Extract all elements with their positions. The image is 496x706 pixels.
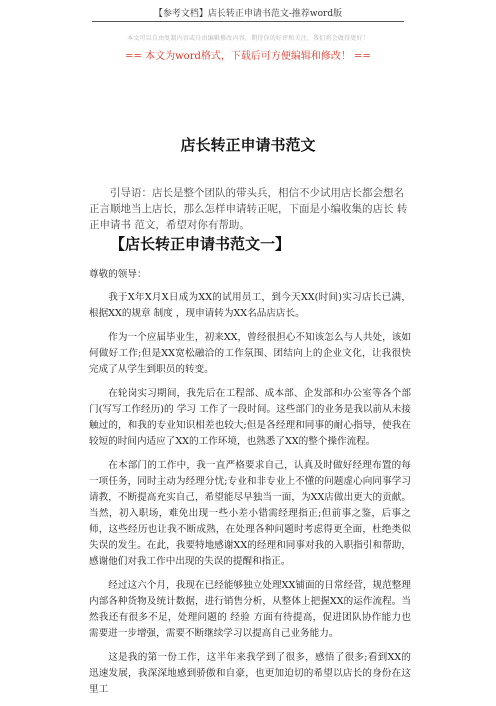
salutation: 尊敬的领导： [89, 269, 147, 280]
body-paragraph: 作为一个应届毕业生，初来XX，曾经很担心不知该怎么与人共处，该如何做好工作;但是XX宽松融洽的工作氛围、团结向上的企业文化，让我很快完成了从学生到职员的转变。 [89, 332, 411, 375]
body-paragraph: 在轮岗实习期间，我先后在工程部、成本部、企发部和办公室等各个部门(写写工作经历)的 学习 工作了一段时间。这些部门的业务是我以前从未接触过的，和我的专业知识相差也较大;但是各经理和同事的耐心指导，使我在较短的时间内适应了XX的工作环境，也熟悉了XX的整个操作流程。 [89, 388, 411, 447]
body-paragraph: 在本部门的工作中，我一直严格要求自己，认真及时做好经理布置的每一项任务，同时主动为经理分忧;专业和非专业上不懂的问题虚心向同事学习请教，不断提高充实自己，希望能尽早独当一面，为XX店做出更大的贡献。当然，初入职场，难免出现一些小差小错需经理指正;但前事之鉴，后事之师，这些经历也让我不断成熟，在处理各种问题时考虑得更全面，杜绝类似失误的发生。在此，我要特地感谢XX的经理和同事对我的入职指引和帮助，感谢他们对我工作中出现的失误的提醒和指正。 [89, 460, 411, 567]
body-paragraph: 我于X年X月X日成为XX的试用员工，到今天XX(时间)实习店长已满，根据XX的规章 制度 ，现申请转为XX名品店店长。 [89, 292, 411, 319]
body-paragraph: 这是我的第一份工作，这半年来我学到了很多，感悟了很多;看到XX的迅速发展，我深深地感到骄傲和自豪，也更加迫切的希望以店长的身份在这里工 [89, 652, 411, 695]
page-header: 【参考文档】店长转正申请书范文-推荐word版 [153, 9, 343, 19]
body-paragraph: 经过这六个月，我现在已经能够独立处理XX铺面的日常经营，规范整理内部各种货物及统计数据，进行销售分析，从整体上把握XX的运作流程。当然我还有很多不足，处理问题的 经验 方面有待提高，促进团队协作能力也需要进一步增强，需要不断继续学习以提高自己业务能力。 [89, 580, 411, 639]
document-title: 店长转正申请书范文 [180, 136, 316, 154]
intro-paragraph: 引导语：店长是整个团队的带头兵，相信不少试用店长都会想名正言顺地当上店长，那么怎样申请转正呢，下面是小编收集的店长 转正申请书 范文，希望对你有帮助。 [89, 187, 408, 231]
letter-body [89, 290, 411, 706]
header-divider [92, 21, 404, 22]
format-notice: == 本文为word格式，下载后可方便编辑和修改！ == [125, 51, 371, 62]
section-heading: 【店长转正申请书范文一】 [110, 235, 291, 253]
disclaimer-text: 本文可以自由复制内容或自由编辑修改内容，期待你的好评和关注，我们将会做得更好！ [127, 35, 369, 42]
